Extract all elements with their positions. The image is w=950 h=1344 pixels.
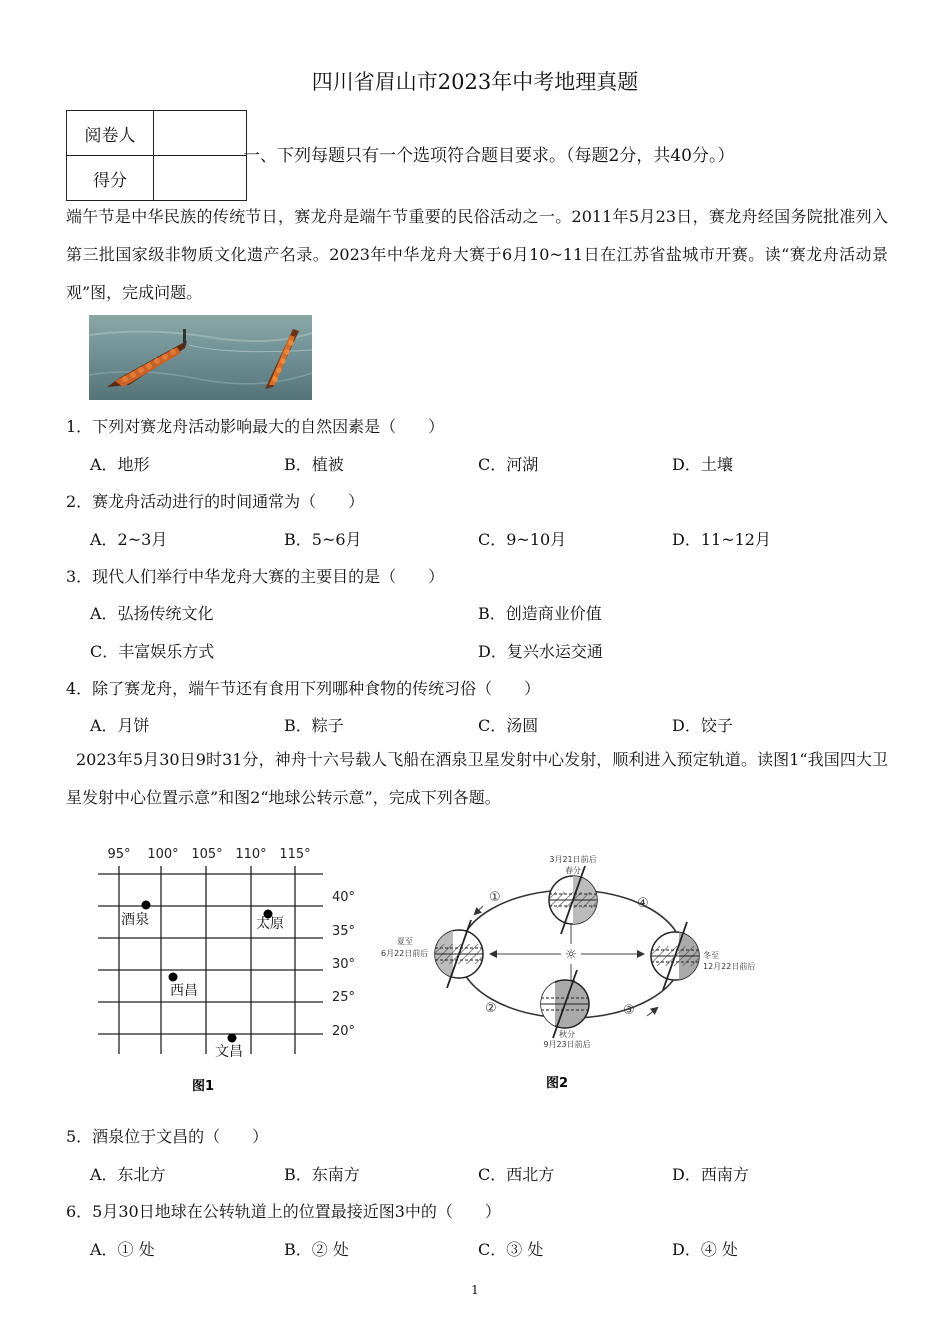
q4-option-d: D．饺子 (672, 716, 733, 735)
intro-paragraph-2: 2023年5月30日9时31分，神舟十六号载人飞船在酒泉卫星发射中心发射，顺利进入预定轨道。读图1“我国四大卫星发射中心位置示意”和图2“地球公转示意”，完成下列各题。 (66, 750, 888, 807)
lon-label-115: 115° (279, 847, 311, 862)
sun-icon: ☼ (564, 947, 578, 963)
q1-option-d: D．土壤 (672, 455, 733, 474)
q4-option-c: C．汤圆 (478, 716, 539, 735)
q6-option-a: A．① 处 (90, 1240, 155, 1259)
lat-label-20: 20° (332, 1024, 356, 1039)
question-6: 6．5月30日地球在公转轨道上的位置最接近图3中的（ ） (66, 1202, 501, 1221)
q3-option-a: A．弘扬传统文化 (90, 604, 214, 623)
marker-1: ① (489, 890, 501, 905)
lon-label-105: 105° (191, 847, 223, 862)
reviewer-label: 阅卷人 (67, 111, 154, 156)
question-5: 5．酒泉位于文昌的（ ） (66, 1127, 269, 1146)
lon-label-95: 95° (107, 847, 131, 862)
q3-option-c: C．丰富娱乐方式 (90, 642, 215, 661)
lat-label-35: 35° (332, 924, 356, 939)
page-number: 1 (471, 1283, 479, 1297)
q5-option-b: B．东南方 (284, 1165, 360, 1184)
q2-option-d: D．11~12月 (672, 530, 771, 549)
q5-option-d: D．西南方 (672, 1165, 749, 1184)
q1-option-b: B．植被 (284, 455, 344, 474)
marker-4: ④ (637, 896, 649, 911)
spring-label: 春分 (565, 866, 581, 875)
q6-option-b: B．② 处 (284, 1240, 349, 1259)
score-label: 得分 (67, 156, 154, 201)
spring-date: 3月21日前后 (549, 855, 597, 864)
winter-date: 12月22日前后 (703, 962, 756, 971)
score-table (66, 110, 247, 201)
q5-option-c: C．西北方 (478, 1165, 555, 1184)
question-3: 3．现代人们举行中华龙舟大赛的主要目的是（ ） (66, 567, 445, 586)
q3-option-d: D．复兴水运交通 (478, 642, 603, 661)
lon-label-110: 110° (235, 847, 267, 862)
city-wenchang: 文昌 (215, 1044, 243, 1060)
summer-date: 6月22日前后 (381, 949, 429, 958)
q1-option-a: A．地形 (90, 455, 150, 474)
marker-2: ② (485, 1001, 497, 1016)
city-jiuquan: 酒泉 (121, 912, 149, 928)
winter-label: 冬至 (703, 951, 719, 960)
lat-label-30: 30° (332, 957, 356, 972)
city-taiyuan: 太原 (256, 916, 284, 932)
q6-option-d: D．④ 处 (672, 1240, 738, 1259)
q6-option-c: C．③ 处 (478, 1240, 544, 1259)
wenchang-dot (228, 1034, 237, 1043)
question-1: 1．下列对赛龙舟活动影响最大的自然因素是（ ） (66, 417, 445, 436)
city-xichang: 西昌 (170, 983, 198, 999)
lon-label-100: 100° (147, 847, 179, 862)
dragon-boat-photo (89, 315, 312, 400)
q2-option-b: B．5~6月 (284, 530, 362, 549)
reviewer-cell (154, 111, 247, 156)
question-4: 4．除了赛龙舟，端午节还有食用下列哪种食物的传统习俗（ ） (66, 679, 541, 698)
section-heading: 一、下列每题只有一个选项符合题目要求。（每题2分，共40分。） (243, 146, 735, 166)
q5-option-a: A．东北方 (90, 1165, 166, 1184)
figure-2-orbit (375, 846, 765, 1096)
q4-option-a: A．月饼 (90, 716, 150, 735)
q1-option-c: C．河湖 (478, 455, 539, 474)
xichang-dot (169, 973, 178, 982)
autumn-date: 9月23日前后 (543, 1040, 591, 1049)
q4-option-b: B．粽子 (284, 716, 344, 735)
figure-1-caption: 图1 (191, 1079, 215, 1094)
lat-label-40: 40° (332, 890, 356, 905)
q3-option-b: B．创造商业价值 (478, 604, 602, 623)
lat-label-25: 25° (332, 990, 356, 1005)
intro-paragraph-1: 端午节是中华民族的传统节日，赛龙舟是端午节重要的民俗活动之一。2011年5月23日，赛龙舟经国务院批准列入第三批国家级非物质文化遗产名录。2023年中华龙舟大赛于6月10~11日在江苏省盐城市开赛。读“赛龙舟活动景观”图，完成问题。 (66, 207, 888, 302)
question-2: 2．赛龙舟活动进行的时间通常为（ ） (66, 492, 365, 511)
marker-3: ③ (623, 1003, 635, 1018)
jiuquan-dot (142, 901, 151, 910)
figure-2-caption: 图2 (545, 1076, 569, 1091)
q2-option-c: C．9~10月 (478, 530, 567, 549)
summer-label: 夏至 (397, 937, 413, 946)
autumn-label: 秋分 (559, 1030, 575, 1039)
score-cell (154, 156, 247, 201)
figure-1-map (90, 838, 370, 1100)
q2-option-a: A．2~3月 (90, 530, 168, 549)
page-title: 四川省眉山市2023年中考地理真题 (311, 70, 639, 94)
